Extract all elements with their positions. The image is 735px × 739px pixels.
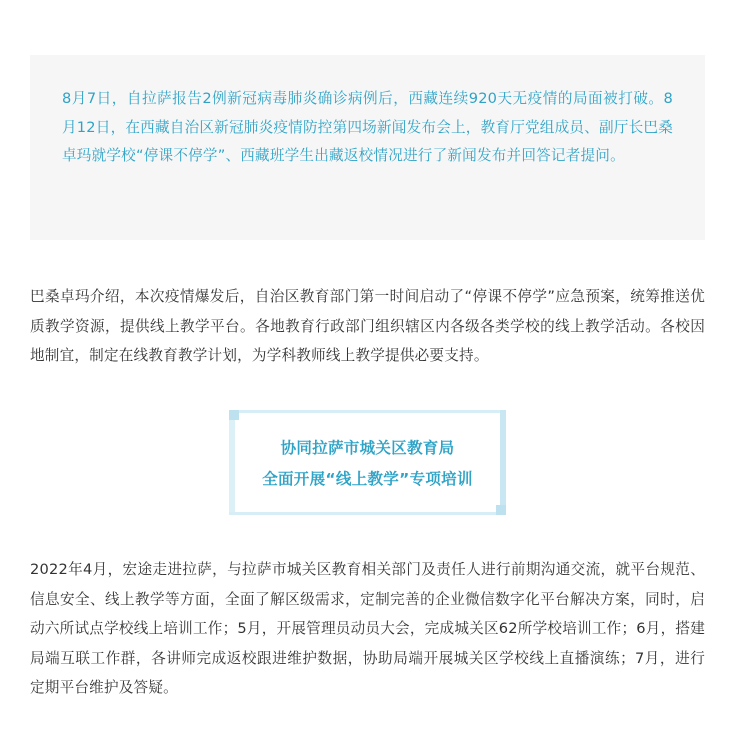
section-heading-line-2: 全面开展“线上教学”专项培训 [262, 470, 473, 488]
frame-bottom-edge [229, 512, 506, 515]
intro-text: 8月7日，自拉萨报告2例新冠病毒肺炎确诊病例后，西藏连续920天无疫情的局面被打破。8月12日，在西藏自治区新冠肺炎疫情防控第四场新闻发布会上，教育厅党组成员、副厅长巴桑卓玛就学校“停课不停学”、西藏班学生出藏返校情况进行了新闻发布并回答记者提问。 [62, 90, 673, 164]
section-heading [229, 433, 506, 495]
intro-callout-box [30, 55, 705, 240]
body-paragraph-1: 巴桑卓玛介绍，本次疫情爆发后，自治区教育部门第一时间启动了“停课不停学”应急预案，统筹推送优质教学资源，提供线上教学平台。各地教育行政部门组织辖区内各级各类学校的线上教学活动。各校因地制宜，制定在线教育教学计划，为学科教师线上教学提供必要支持。 [30, 288, 705, 364]
frame-corner-top-left [229, 410, 239, 420]
frame-corner-bottom-right [496, 505, 506, 515]
section-heading-frame [229, 410, 506, 515]
section-heading-line-1: 协同拉萨市城关区教育局 [280, 439, 455, 457]
body-paragraph-2: 2022年4月，宏途走进拉萨，与拉萨市城关区教育相关部门及责任人进行前期沟通交流，就平台规范、信息安全、线上教学等方面，全面了解区级需求，定制完善的企业微信数字化平台解决方案，同时，启动六所试点学校线上培训工作；5月，开展管理员动员大会，完成城关区62所学校培训工作；6月，搭建局端互联工作群，各讲师完成返校跟进维护数据，协助局端开展城关区学校线上直播演练；7月，进行定期平台维护及答疑。 [30, 561, 705, 696]
frame-top-edge [229, 410, 506, 413]
